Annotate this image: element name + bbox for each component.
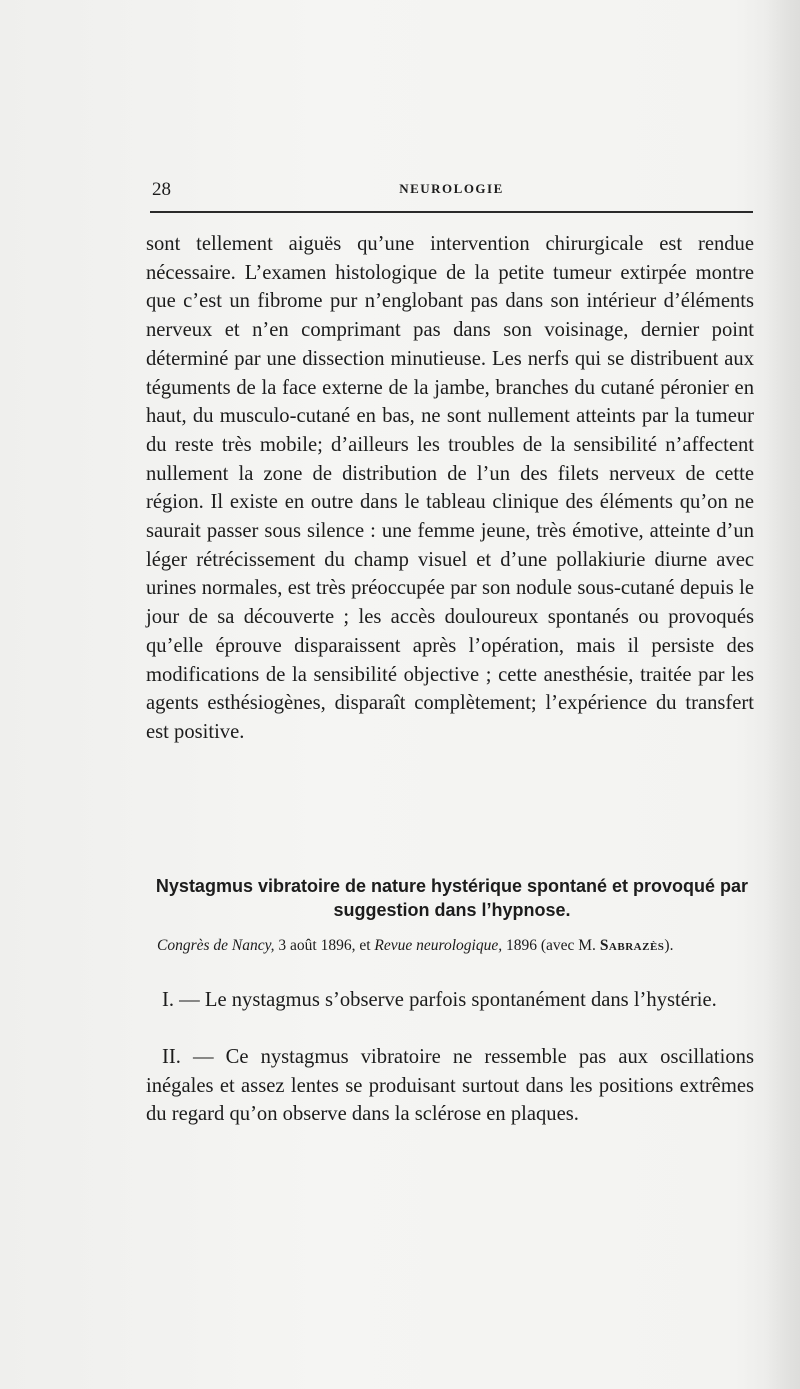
page-header [150,177,753,207]
citation-source-congress: Congrès de Nancy, [157,937,275,954]
citation-end: ). [664,937,674,954]
numbered-item-1: I. — Le nystagmus s’observe parfois spontanément dans l’hystérie. [162,989,717,1011]
numbered-item-2: II. — Ce nystagmus vibratoire ne ressemble pas aux oscillations inégales et assez lentes se produisant surtout dans les positions extrêmes du regard qu’on observe dans la sclérose en plaques. [146,1046,754,1126]
citation-date: 3 août 1896, et [274,937,375,954]
body-paragraph: sont tellement aiguës qu’une intervention chirurgicale est rendue nécessaire. L’examen histologique de la petite tumeur extirpée montre que c’est un fibrome pur n’englobant pas dans son intérieur d’éléments nerveux et n’en comprimant pas dans son voisinage, dernier point déterminé par une dissection minutieuse. Les nerfs qui se distribuent aux téguments de la face externe de la jambe, branches du cutané péronier en haut, du musculo-cutané en bas, ne sont nullement atteints par la tumeur du reste très mobile; d’ailleurs les troubles de la sensibilité n’affectent nullement la zone de distribution de l’un des filets nerveux de cette région. Il existe en outre dans le tableau clinique des éléments qu’on ne saurait passer sous silence : une femme jeune, très émotive, atteinte d’un léger rétrécissement du champ visuel et d’une pollakiurie diurne avec urines normales, est très préoccupée par son nodule sous-cutané depuis le jour de sa découverte ; les accès douloureux spontanés ou provoqués qu’elle éprouve disparaissent après l’opération, mais il persiste des modifications de la sensibilité objective ; cette anesthésie, traitée par les agents esthésiogènes, disparaît complètement; l’expérience du transfert est positive. [146,233,754,743]
running-head: NEUROLOGIE [399,181,504,196]
header-rule [150,211,753,213]
page-edge-shadow [766,0,800,1389]
citation-year: 1896 (avec M. [502,937,600,954]
citation-coauthor: Sabrazès [599,937,665,954]
section-title: Nystagmus vibratoire de nature hystérique spontané et provoqué par suggestion dans l’hypnose. [155,876,749,920]
page-number: 28 [152,179,171,200]
section-citation [157,935,757,957]
citation-source-journal: Revue neurologique, [374,937,503,954]
